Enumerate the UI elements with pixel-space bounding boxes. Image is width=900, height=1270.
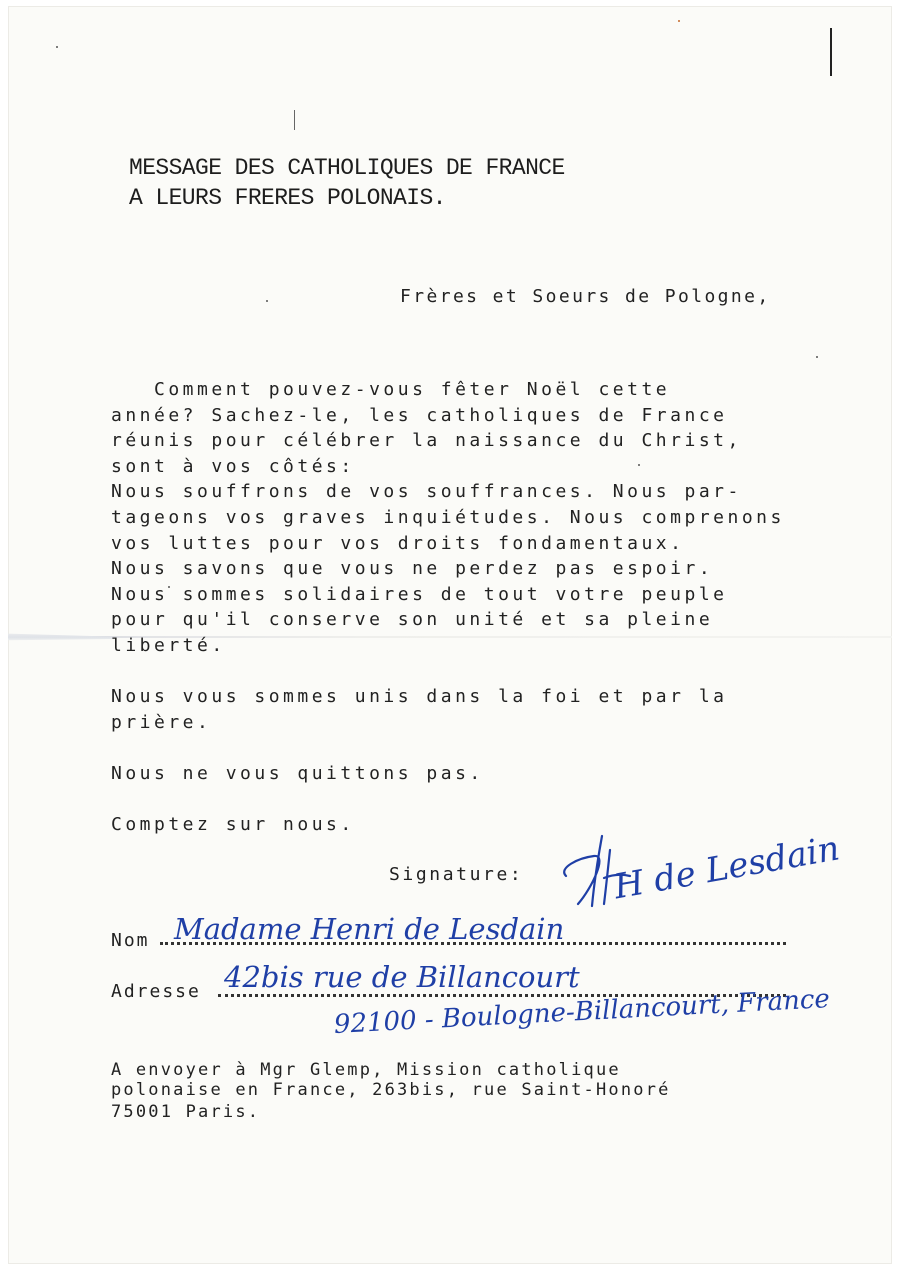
body-line: Comptez sur nous.	[111, 814, 355, 835]
body-line: pour qu'il conserve son unité et sa pleine	[111, 609, 714, 630]
body-line: année? Sachez-le, les catholiques de France	[111, 405, 728, 426]
letter-title-line-1: MESSAGE DES CATHOLIQUES DE FRANCE	[129, 155, 565, 181]
address-line-1: 42bis rue de Billancourt	[224, 960, 580, 994]
name-value: Madame Henri de Lesdain	[174, 912, 565, 946]
body-line: réunis pour célébrer la naissance du Christ,	[111, 430, 742, 451]
address-line-2: 92100 - Boulogne-Billancourt, France	[333, 984, 831, 1040]
body-line: Nous ne vous quittons pas.	[111, 763, 484, 784]
salutation: Frères et Soeurs de Pologne,	[400, 286, 771, 307]
speck	[638, 464, 640, 466]
speck	[266, 300, 268, 302]
footer-line-3: 75001 Paris.	[111, 1102, 261, 1122]
name-label: Nom	[111, 930, 150, 951]
letter-page	[8, 6, 892, 1264]
body-line: Nous savons que vous ne perdez pas espoir.	[111, 558, 714, 579]
signature-text: H de Lesdain	[610, 828, 843, 908]
body-line: Nous souffrons de vos souffrances. Nous par-	[111, 481, 742, 502]
speck	[816, 356, 818, 358]
body-line: Nous vous sommes unis dans la foi et par la	[111, 686, 728, 707]
body-line: Comment pouvez-vous fêter Noël cette	[111, 379, 671, 400]
letter-title-line-2: A LEURS FRERES POLONAIS.	[129, 185, 446, 211]
body-line: sont à vos côtés:	[111, 456, 355, 477]
address-label: Adresse	[111, 981, 201, 1002]
footer-line-2: polonaise en France, 263bis, rue Saint-Honoré	[111, 1080, 671, 1100]
body-line: tageons vos graves inquiétudes. Nous comprenons	[111, 507, 785, 528]
body-line: vos luttes pour vos droits fondamentaux.	[111, 533, 685, 554]
speck	[56, 46, 58, 48]
stray-mark	[830, 28, 832, 76]
signature-label: Signature:	[389, 864, 524, 885]
body-line: prière.	[111, 712, 212, 733]
footer-line-1: A envoyer à Mgr Glemp, Mission catholique	[111, 1060, 621, 1080]
body-line: liberté.	[111, 635, 226, 656]
body-line: Nous sommes solidaires de tout votre peuple	[111, 584, 728, 605]
speck	[678, 20, 680, 22]
handwritten-signature	[548, 818, 848, 918]
stray-mark	[294, 110, 295, 130]
